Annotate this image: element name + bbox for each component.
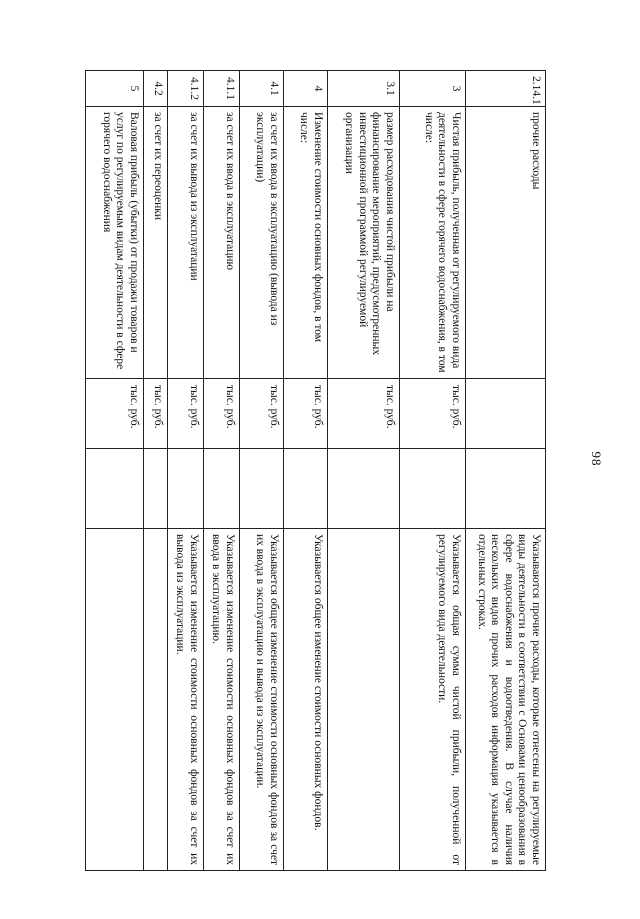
row-description [328,529,400,871]
row-description [86,529,144,871]
row-value [144,449,168,529]
row-name: Изменение стоимости основных фондов, в том числе: [284,107,328,379]
page-number: 98 [589,451,604,467]
row-description: Указываются прочие расходы, которые отнесены на регулируемые виды деятельности в соответствии с Основами ценообразования в сфере водоснабжения и водоотведения. В случае наличия нескольких видов прочих расходов информация указывается в отдельных строках. [466,529,546,871]
table-row [328,71,400,871]
row-unit: тыс. руб. [240,379,284,449]
table-row [284,71,328,871]
row-name: за счет их ввода в эксплуатацию (вывода из эксплуатации) [240,107,284,379]
row-name: Валовая прибыль (убытки) от продажи товаров и услуг по регулируемым видам деятельности в сфере горячего водоснабжения [86,107,144,379]
table-row [86,71,144,871]
table-row [240,71,284,871]
row-unit [466,379,546,449]
row-value [284,449,328,529]
row-number: 3.1 [328,71,400,107]
row-value [240,449,284,529]
document-table-rotated [86,70,546,870]
table-row [466,71,546,871]
row-description: Указывается изменение стоимости основных фондов за счет их ввода в эксплуатацию. [204,529,240,871]
row-description: Указывается общая сумма чистой прибыли, полученной от регулируемого вида деятельности. [400,529,466,871]
row-number: 2.14.1 [466,71,546,107]
row-unit: тыс. руб. [144,379,168,449]
row-unit: тыс. руб. [284,379,328,449]
row-number: 4 [284,71,328,107]
row-unit: тыс. руб. [400,379,466,449]
row-unit: тыс. руб. [86,379,144,449]
row-unit: тыс. руб. [168,379,204,449]
row-number: 5 [86,71,144,107]
row-description: Указывается изменение стоимости основных фондов за счет их вывода из эксплуатации. [168,529,204,871]
table-row [144,71,168,871]
row-name: за счет их вывода из эксплуатации [168,107,204,379]
row-name: прочие расходы [466,107,546,379]
table-row [400,71,466,871]
row-description: Указывается общее изменение стоимости основных фондов. [284,529,328,871]
row-number: 4.1.1 [204,71,240,107]
row-number: 3 [400,71,466,107]
table-row [204,71,240,871]
disclosure-table [85,70,546,871]
table-row [168,71,204,871]
row-value [86,449,144,529]
row-value [466,449,546,529]
row-number: 4.1.2 [168,71,204,107]
row-unit: тыс. руб. [204,379,240,449]
row-value [204,449,240,529]
row-number: 4.1 [240,71,284,107]
row-name: Чистая прибыль, полученная от регулируемого вида деятельности в сфере горячего водоснабжения, в том числе: [400,107,466,379]
row-unit: тыс. руб. [328,379,400,449]
row-description: Указывается общее изменение стоимости основных фондов за счет их ввода в эксплуатацию и вывода из эксплуатации. [240,529,284,871]
row-value [400,449,466,529]
row-description [144,529,168,871]
row-name: размер расходования чистой прибыли на финансирование мероприятий, предусмотренных инвестиционной программой регулируемой организации [328,107,400,379]
row-number: 4.2 [144,71,168,107]
row-value [328,449,400,529]
row-name: за счет их переоценки [144,107,168,379]
row-name: за счет их ввода в эксплуатацию [204,107,240,379]
row-value [168,449,204,529]
